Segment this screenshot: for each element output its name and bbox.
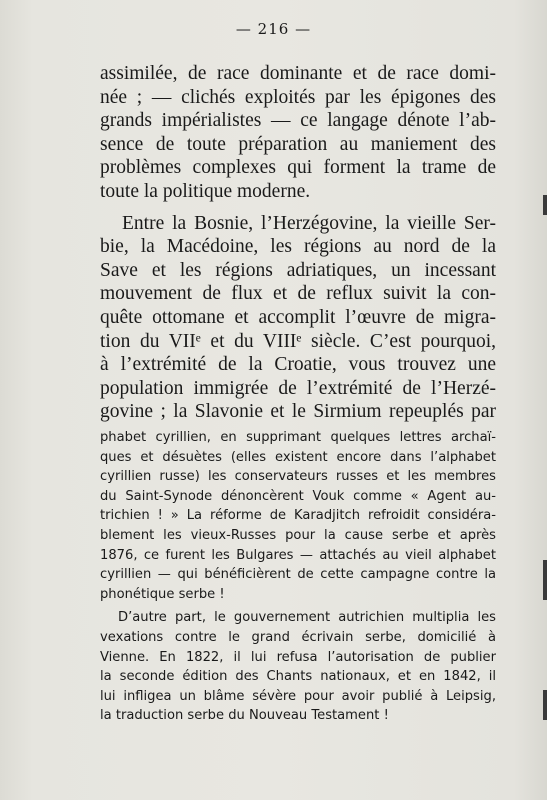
text-line: née ; — clichés exploités par les épigones des <box>100 86 496 108</box>
footnote-line: phonétique serbe ! <box>100 586 225 602</box>
footnote-line: lui infligea un blâme sévère pour avoir publié à Leipsig, <box>100 688 496 704</box>
footnote-line: 1876, ce furent les Bulgares — attachés au vieil alphabet <box>100 547 496 563</box>
footnote-line: du Saint-Synode dénoncèrent Vouk comme « Agent au- <box>100 488 496 504</box>
text-line: population immigrée de l’extrémité de l’Herzé- <box>100 377 496 399</box>
footnote-text <box>100 428 496 726</box>
text-line: sence de toute préparation au maniement des <box>100 133 496 155</box>
footnote-line: ques et désuètes (elles existent encore dans l’alphabet <box>100 449 496 465</box>
text-line: Entre la Bosnie, l’Herzégovine, la vieille Ser- <box>122 212 496 234</box>
text-line: govine ; la Slavonie et le Sirmium repeuplés par <box>100 401 496 423</box>
footnote-line: D’autre part, le gouvernement autrichien multiplia les <box>118 610 496 626</box>
footnote-line: Vienne. En 1822, il lui refusa l’autorisation de publier <box>100 649 496 665</box>
page-edge-mark <box>543 195 547 215</box>
main-text <box>100 62 496 424</box>
text-line: quête ottomane et accomplit l’œuvre de migra- <box>100 306 496 328</box>
footnote-line: trichien ! » La réforme de Karadjitch refroidit considéra- <box>100 508 496 524</box>
text-line: Save et les régions adriatiques, un incessant <box>100 259 496 281</box>
footnote-line: phabet cyrillien, en supprimant quelques lettres archaï- <box>100 430 496 445</box>
text-line: mouvement de flux et de reflux suivit la con- <box>100 283 496 305</box>
text-line: bie, la Macédoine, les régions au nord de la <box>100 236 496 258</box>
page-edge-mark <box>543 690 547 720</box>
text-line: toute la politique moderne. <box>100 180 311 202</box>
footnote-line: cyrillien russe) les conservateurs russes et les membres <box>100 469 496 485</box>
page-number: — 216 — <box>235 20 312 38</box>
text-line: grands impérialistes — ce langage dénote l’ab- <box>100 110 496 132</box>
footnote-line: vexations contre le grand écrivain serbe, domicilié à <box>100 629 496 645</box>
page-edge-mark <box>543 560 547 600</box>
footnote-line: la traduction serbe du Nouveau Testament ! <box>100 708 389 724</box>
text-line: problèmes complexes qui forment la trame de <box>100 157 496 179</box>
footnote-line: blement les vieux-Russes pour la cause serbe et après <box>100 527 496 543</box>
footnote-line: cyrillien — qui bénéficièrent de cette campagne contre la <box>100 567 496 583</box>
text-line: à l’extrémité de la Croatie, vous trouvez une <box>100 354 496 376</box>
text-line: assimilée, de race dominante et de race domi- <box>100 63 496 84</box>
text-line: tion du VIIᵉ et du VIIIᵉ siècle. C’est pourquoi, <box>100 330 496 352</box>
footnote-line: la seconde édition des Chants nationaux, et en 1842, il <box>100 669 496 685</box>
